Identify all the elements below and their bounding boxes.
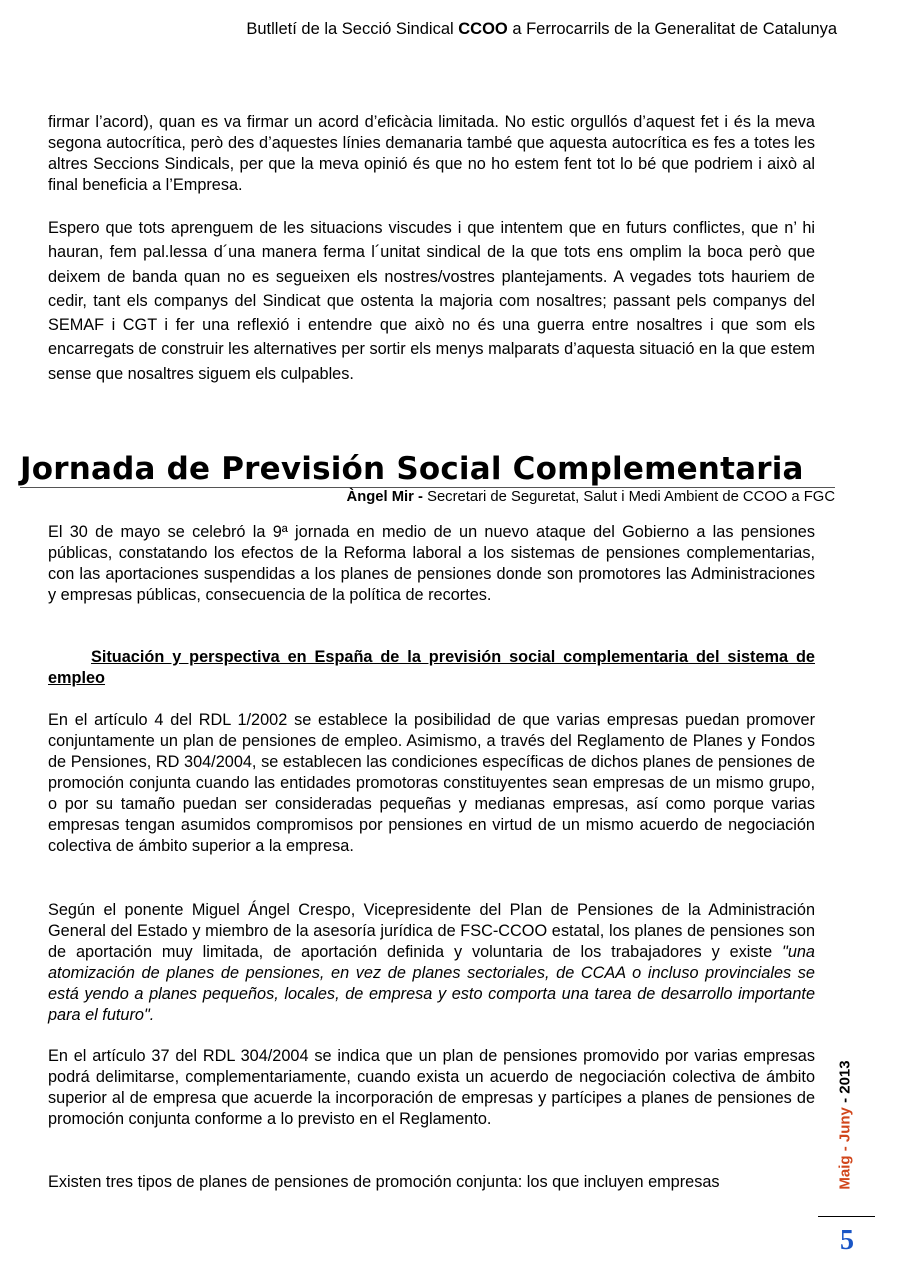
header-suffix: a Ferrocarrils de la Generalitat de Catalunya xyxy=(507,20,837,38)
page-number: 5 xyxy=(840,1225,854,1256)
header-org: CCOO xyxy=(458,20,508,38)
page-number-rule xyxy=(818,1216,875,1217)
paragraph-2-lead: Según el ponente Miguel Ángel Crespo, Vicepresidente del Plan de Pensiones de la Administración General del Estado y miembro de la asesoría jurídica de FSC-CCOO estatal, los planes de pensiones son de aportación muy limitada, de aportación definida y voluntaria de los trabajadores y existe xyxy=(48,901,815,961)
article-title: Jornada de Previsión Social Complementaria xyxy=(20,451,835,488)
article-paragraph-4: Existen tres tipos de planes de pensiones de promoción conjunta: los que incluyen empresas xyxy=(48,1173,720,1191)
issue-year: 2013 xyxy=(836,1060,854,1094)
previous-article-paragraph-2: Espero que tots aprenguem de les situacions viscudes i que intentem que en futurs conflictes, que n’ hi hauran, fem pal.lessa d´una manera ferma l´unitat sindical de la que tots ens omplim la boca però que deixem de banda quan no es segueixen els nostres/vostres plantejaments. A vegades tots hauriem de cedir, tant els companys del Sindicat que ostenta la majoria com nosaltres; passant pels companys del SEMAF i CGT i fer una reflexió i entendre que això no és una guerra entre nosaltres i que som els encarregats de construir les alternatives per sortir els menys malparats d’aquesta situació en la que estem sense que nosaltres siguem els culpables. xyxy=(48,219,815,383)
header-prefix: Butlletí de la Secció Sindical xyxy=(246,20,459,38)
previous-article-paragraph-1: firmar l’acord), quan es va firmar un acord d’eficàcia limitada. No estic orgullós d’aquest fet i és la meva segona autocrítica, però des d’aquestes línies demanaria també que aquesta autocrítica es fes a totes les altres Seccions Sindicals, per que la meva opinió és que no ho estem fent tot lo bé que podriem i això al final beneficia a l’Empresa. xyxy=(48,113,815,194)
article-intro: El 30 de mayo se celebró la 9ª jornada en medio de un nuevo ataque del Gobierno a las pensiones públicas, constatando los efectos de la Reforma laboral a los sistemas de pensiones complementarias, con las aportaciones suspendidas a los planes de pensiones donde son promotores las Administraciones y empresas públicas, consecuencia de la política de recortes. xyxy=(48,523,815,604)
article-paragraph-1: En el artículo 4 del RDL 1/2002 se establece la posibilidad de que varias empresas puedan promover conjuntamente un plan de pensiones de empleo. Asimismo, a través del Reglamento de Planes y Fondos de Pensiones, RD 304/2004, se establecen las condiciones específicas de dichos planes de pensiones de promoción conjunta cuando las entidades promotoras constituyentes sean empresas de un mismo grupo, o por su tamaño puedan ser consideradas pequeñas y medianas empresas, así como porque varias empresas tengan asumidos compromisos por pensiones en virtud de un mismo acuerdo de negociación colectiva de ámbito superior a la empresa. xyxy=(48,711,815,855)
section-subheading: Situación y perspectiva en España de la previsión social complementaria del sistema de empleo xyxy=(48,648,815,687)
article-paragraph-3: En el artículo 37 del RDL 304/2004 se indica que un plan de pensiones promovido por varias empresas podrá delimitarse, complementariamente, cuando exista un acuerdo de negociación colectiva de ámbito superior al de empresa que acuerde la incorporación de empresas y partícipes a planes de pensiones de promoción conjunta conforme a lo previsto en el Reglamento. xyxy=(48,1047,815,1128)
running-header xyxy=(246,20,837,39)
article-paragraph-2 xyxy=(48,900,815,1026)
byline-author: Àngel Mir - xyxy=(346,489,423,505)
issue-separator: - xyxy=(836,1093,854,1108)
paragraph-2-quote: "una atomización de planes de pensiones, en vez de planes sectoriales, de CCAA o incluso provinciales se está yendo a planes pequeños, locales, de empresa y esto comporta una tarea de desarrollo importante para el futuro". xyxy=(48,943,815,1024)
issue-date-sidebar xyxy=(834,1045,856,1205)
issue-months: Maig - Juny xyxy=(836,1107,854,1190)
byline-role: Secretari de Seguretat, Salut i Medi Ambient de CCOO a FGC xyxy=(422,489,835,505)
article-byline xyxy=(347,489,835,505)
